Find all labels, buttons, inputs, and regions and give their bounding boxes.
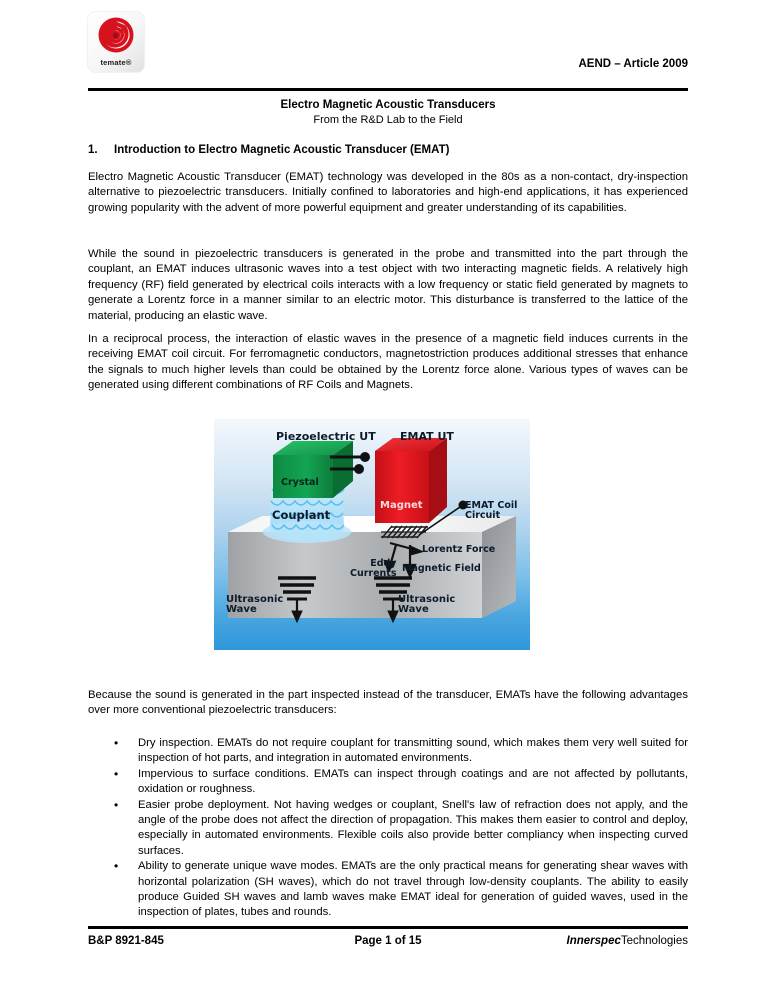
document-reference: AEND – Article 2009 <box>578 58 688 70</box>
footer-page-number: Page 1 of 15 <box>354 935 422 947</box>
paragraph-1: Electro Magnetic Acoustic Transducer (EMAT) technology was developed in the 80s as a non-contact, dry-inspection alternative to piezoelectric transducers. Initially confined to laboratories and high-end applications, it has experienced growing popularity with the advent of more powerful equipment and greater understanding of its capabilities. <box>88 171 688 214</box>
section-heading-text: Introduction to Electro Magnetic Acoustic Transducer (EMAT) <box>114 144 450 156</box>
figure-label-piezoelectric-ut: Piezoelectric UT <box>276 430 376 443</box>
figure-label-eddy-currents <box>350 559 397 579</box>
advantages-list <box>88 736 688 921</box>
figure-label-magnetic-field: Magnetic Field <box>402 563 481 574</box>
paragraph-3: In a reciprocal process, the interaction of elastic waves in the presence of a magnetic field induces currents in the receiving EMAT coil circuit. For ferromagnetic conductors, magnetostriction produces additional stresses that enhance the signals to much higher levels than could be obtained by the Lorentz force alone. Various types of waves can be generated using different combinations of RF Coils and Magnets. <box>88 333 688 392</box>
logo-wordmark: temate® <box>100 58 132 67</box>
figure-canvas <box>214 419 530 650</box>
figure-label-crystal: Crystal <box>281 477 319 488</box>
list-item-text: Easier probe deployment. Not having wedges or couplant, Snell's law of refraction does not apply, and the angle of the probe does not affect the direction of propagation. This makes them easier to control and deploy, especially in automated environments. Flexible coils also provide better compliancy when inspecting curved surfaces. <box>138 798 688 857</box>
figure-emat-vs-piezo <box>214 419 530 650</box>
list-item <box>88 859 688 921</box>
bullet-marker-icon: • <box>114 859 119 874</box>
footer-brand-name: Innerspec <box>566 935 621 947</box>
figure-label-emat-coil-circuit <box>465 501 517 521</box>
footer-document-code: B&P 8921-845 <box>88 935 164 947</box>
section-number: 1. <box>88 144 98 156</box>
bullet-marker-icon: • <box>114 766 119 781</box>
figure-label-lorentz-force: Lorentz Force <box>422 544 496 555</box>
figure-label-usw-right-line1: Ultrasonic <box>398 594 456 605</box>
footer-brand-suffix: Technologies <box>620 935 688 947</box>
footer-divider <box>88 926 688 929</box>
figure-label-emat-coil-line1: EMAT Coil <box>465 500 518 511</box>
page-subtitle: From the R&D Lab to the Field <box>313 114 463 126</box>
figure-label-emat-ut: EMAT UT <box>400 430 454 443</box>
footer-company <box>567 935 688 947</box>
list-item <box>88 798 688 860</box>
figure-label-ultrasonic-wave-right <box>398 595 455 616</box>
page-header <box>88 12 688 84</box>
list-item-text: Ability to generate unique wave modes. EMATs are the only practical means for generating shear waves with horizontal polarization (SH waves), which do not travel through low-density couplants. The ability to easily produce Guided SH waves and lamb waves make EMAT ideal for generation of guided waves, used in the inspection of plates, tubes and rounds. <box>138 860 688 919</box>
list-item-text: Dry inspection. EMATs do not require couplant for transmitting sound, which makes them very well suited for inspection of hot parts, and integration in automated environments. <box>138 737 688 765</box>
lead-terminal-2 <box>354 464 364 474</box>
figure-label-ultrasonic-wave-left <box>226 595 283 616</box>
paragraph-2: While the sound in piezoelectric transducers is generated in the probe and transmitted into the part through the couplant, an EMAT induces ultrasonic waves into a test object with two interacting magnetic fields. A relatively high frequency (RF) field generated by electrical coils interacts with a low frequency or static field generated by magnets to generate a Lorentz force in a manner similar to an electric motor. This disturbance is transferred to the lattice of the material, producing an elastic wave. <box>88 248 688 322</box>
list-item <box>88 767 688 798</box>
section-heading <box>88 144 688 156</box>
figure-label-usw-left-line1: Ultrasonic <box>226 594 284 605</box>
paragraph-4: Because the sound is generated in the part inspected instead of the transducer, EMATs have the following advantages over more conventional piezoelectric transducers: <box>88 689 688 717</box>
header-divider <box>88 88 688 91</box>
figure-label-usw-left-line2: Wave <box>226 604 257 616</box>
page-footer <box>88 935 688 955</box>
figure-label-emat-coil-line2: Circuit <box>465 509 501 521</box>
figure-label-couplant: Couplant <box>272 508 331 522</box>
figure-label-usw-right-line2: Wave <box>398 604 429 616</box>
list-item <box>88 736 688 767</box>
figure-label-magnet: Magnet <box>380 500 423 511</box>
bullet-marker-icon: • <box>114 736 119 750</box>
figure-label-eddy-line2: Currents <box>350 567 397 579</box>
bullet-marker-icon: • <box>114 797 119 812</box>
page-title: Electro Magnetic Acoustic Transducers <box>280 99 496 111</box>
temate-logo <box>88 12 144 72</box>
lead-terminal-1 <box>360 452 370 462</box>
list-item-text: Impervious to surface conditions. EMATs can inspect through coatings and are not affected by pollutants, oxidation or roughness. <box>138 767 688 796</box>
figure-label-eddy-line1: Eddy <box>370 558 397 569</box>
